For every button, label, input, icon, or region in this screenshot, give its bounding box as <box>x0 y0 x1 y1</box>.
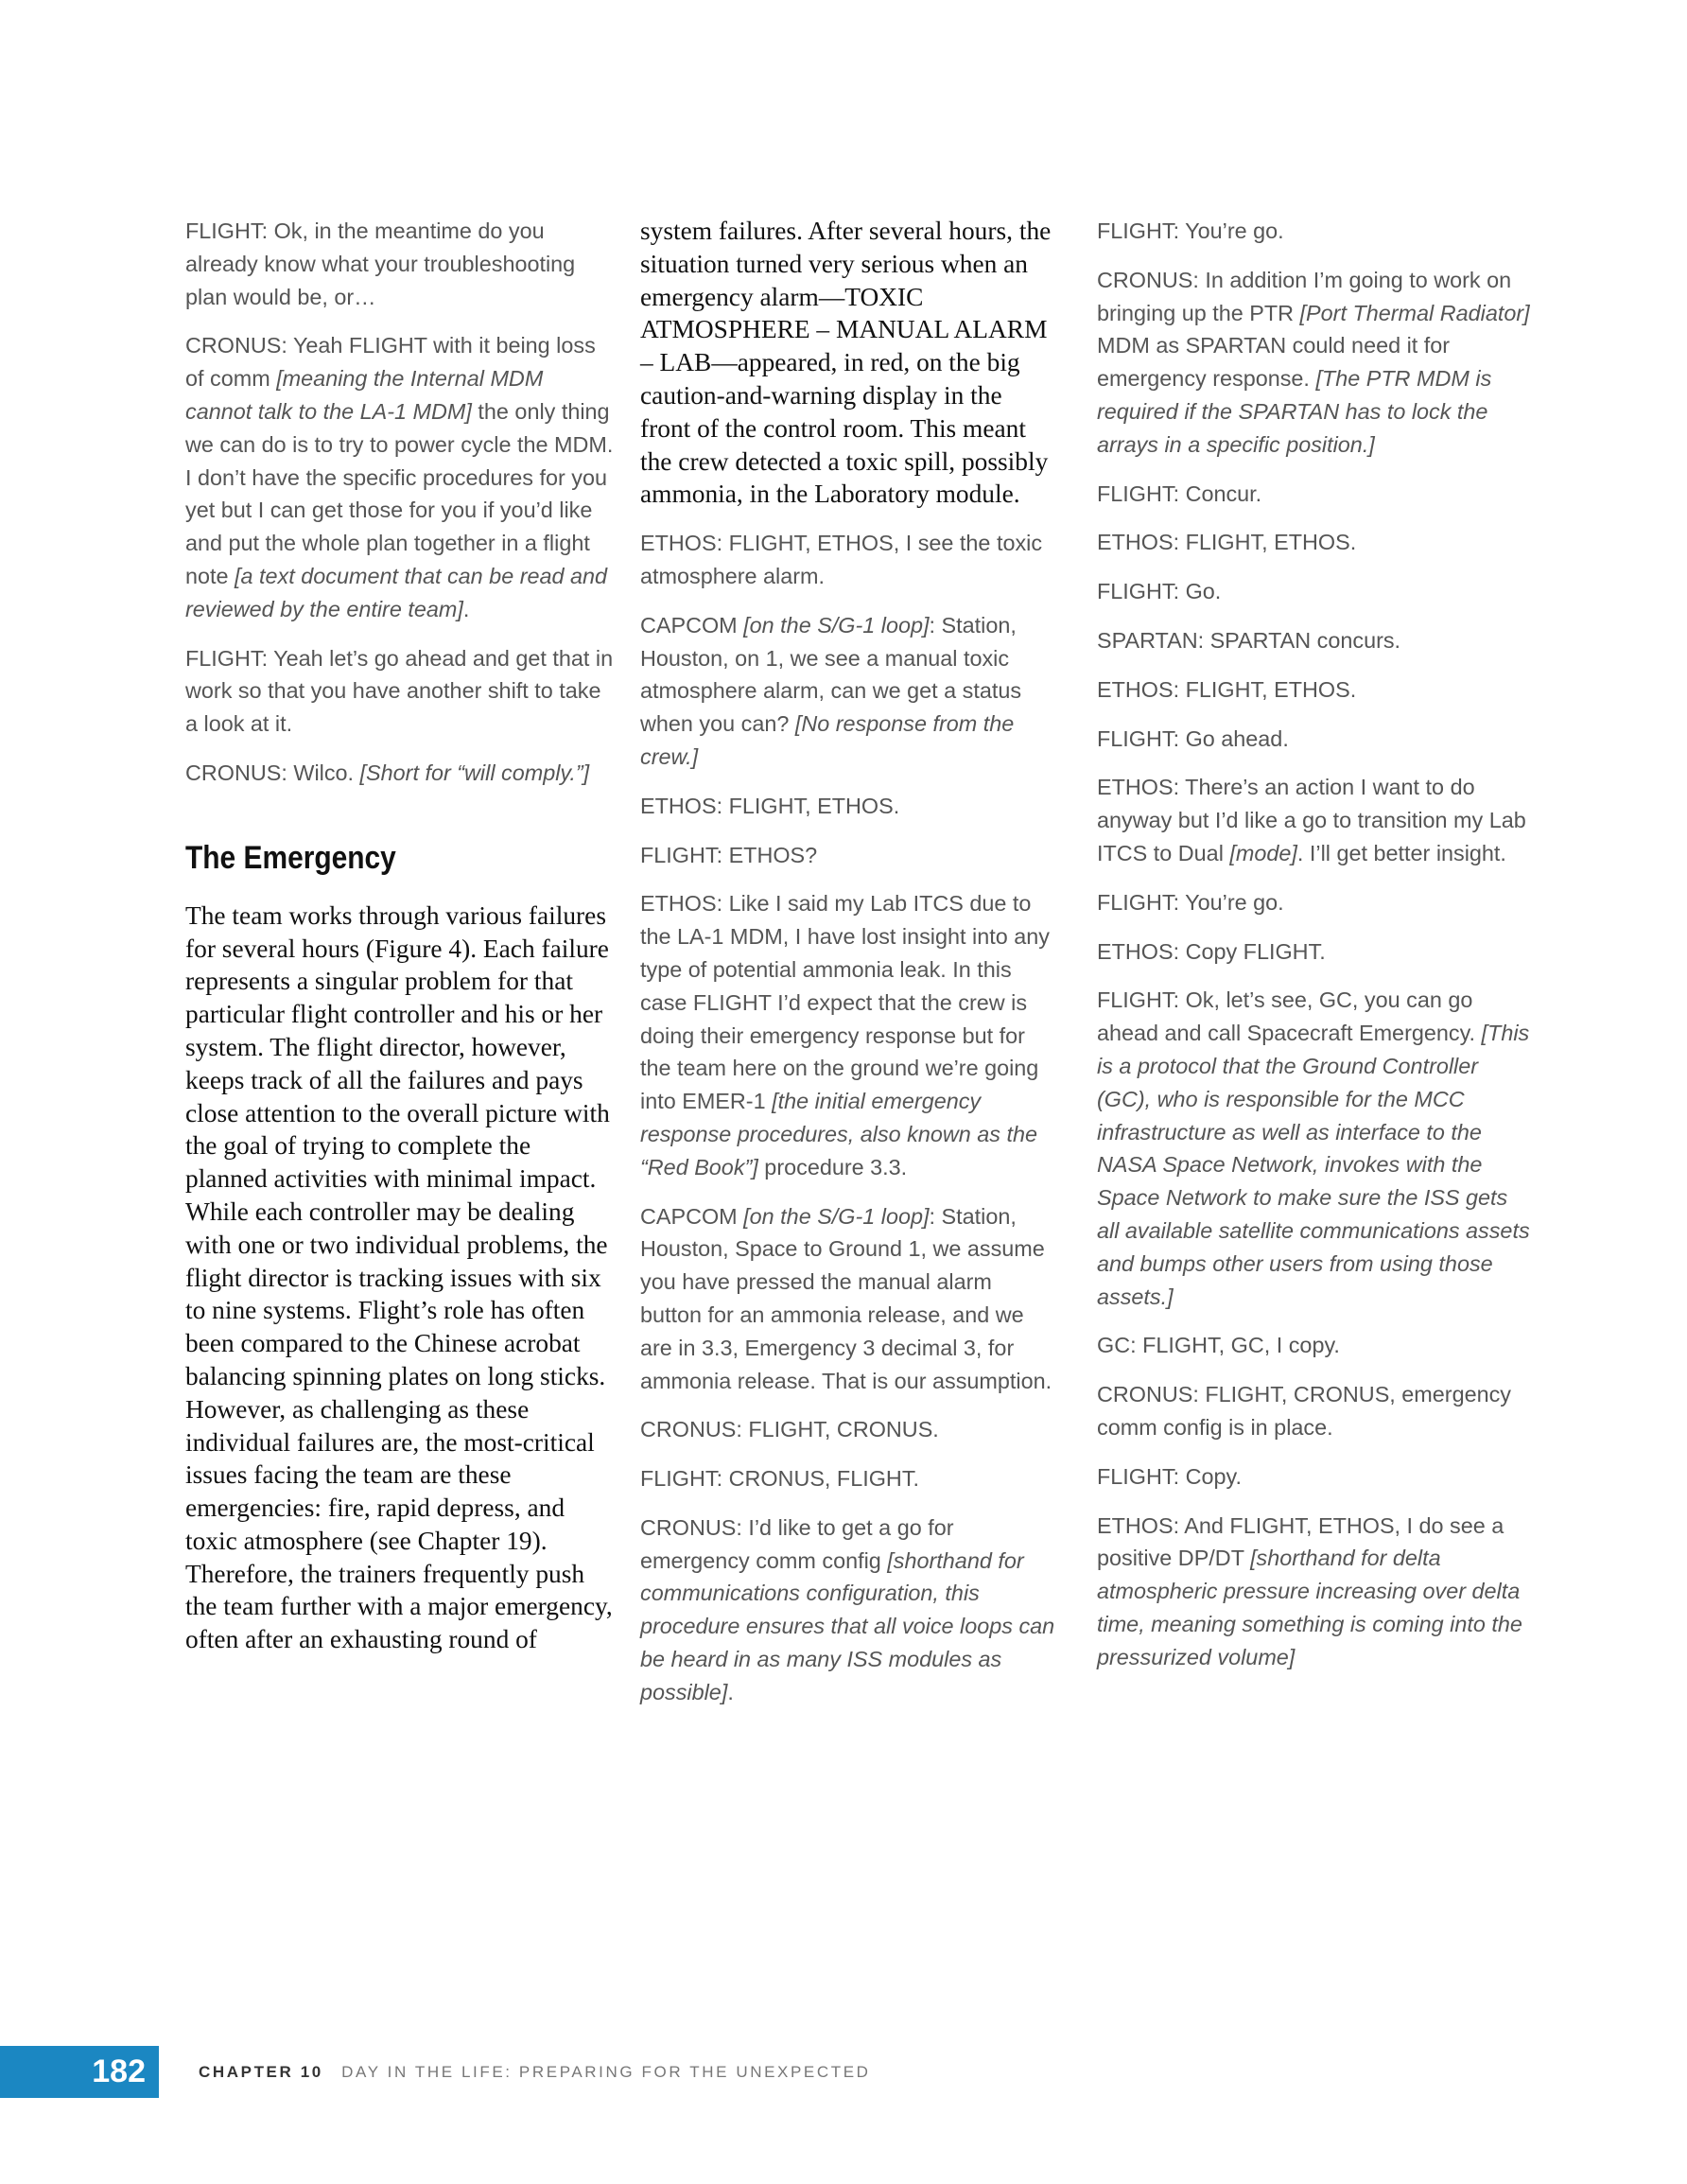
dialogue-paragraph <box>1097 1329 1532 1362</box>
editorial-note: [on the S/G-1 loop] <box>743 612 930 638</box>
narrative-paragraph <box>185 900 616 1656</box>
dialogue-paragraph <box>640 887 1056 1183</box>
text-run: CAPCOM <box>640 612 744 638</box>
text-run: procedure 3.3. <box>757 1154 908 1179</box>
text-run: CRONUS: FLIGHT, CRONUS, emergency comm config is in place. <box>1097 1382 1512 1440</box>
text-run: FLIGHT: CRONUS, FLIGHT. <box>640 1466 920 1492</box>
dialogue-paragraph <box>1097 886 1532 919</box>
text-run: GC: FLIGHT, GC, I copy. <box>1097 1333 1340 1358</box>
text-run: ETHOS: FLIGHT, ETHOS. <box>1097 676 1357 702</box>
dialogue-paragraph <box>1097 723 1532 756</box>
dialogue-paragraph <box>1097 1510 1532 1674</box>
editorial-note: [Port Thermal Radiator] <box>1299 300 1530 325</box>
dialogue-paragraph <box>1097 771 1532 869</box>
text-run: ETHOS: There’s an action I want to do anyway but I’d like a go to transition my Lab ITCS to Dual <box>1097 775 1526 865</box>
editorial-note: [the initial emergency response procedures, also known as the “Red Book”] <box>640 1089 1037 1179</box>
editorial-note: [on the S/G-1 loop] <box>743 1203 930 1229</box>
text-run: FLIGHT: ETHOS? <box>640 842 818 867</box>
text-run: CRONUS: FLIGHT, CRONUS. <box>640 1417 939 1442</box>
text-run: ETHOS: FLIGHT, ETHOS. <box>640 793 900 818</box>
text-run: SPARTAN: SPARTAN concurs. <box>1097 627 1401 653</box>
text-column-left <box>185 215 616 1672</box>
text-run: CRONUS: In addition I’m going to work on bringing up the PTR <box>1097 267 1512 325</box>
text-run: CRONUS: I’d like to get a go for emergency comm config <box>640 1514 954 1573</box>
dialogue-paragraph <box>640 790 1056 823</box>
dialogue-paragraph <box>640 1511 1056 1709</box>
text-run: the only thing we can do is to try to power cycle the MDM. I don’t have the specific procedures for you yet but I can get those for you if you’d like and put the whole plan together in a flight note <box>185 398 614 588</box>
text-run: FLIGHT: Concur. <box>1097 480 1262 506</box>
editorial-note: [shorthand for communications configuration, this procedure ensures that all voice loops can be heard in as many ISS modules as possible] <box>640 1547 1055 1704</box>
text-run: CRONUS: Yeah FLIGHT with it being loss of comm <box>185 333 596 392</box>
text-run: system failures. After several hours, the situation turned very serious when an emergency alarm—TOXIC ATMOSPHERE – MANUAL ALARM – LAB—appeared, in red, on the big caution-and-warning display in the front of the control room. This meant the crew detected a toxic spill, possibly ammonia, in the Laboratory module. <box>640 217 1052 509</box>
dialogue-paragraph <box>640 1200 1056 1398</box>
text-run: : Station, Houston, on 1, we see a manual toxic atmosphere alarm, can we get a status when you can? <box>640 612 1022 737</box>
dialogue-paragraph <box>185 329 616 625</box>
text-run: FLIGHT: Ok, in the meantime do you already know what your troubleshooting plan would be, or… <box>185 218 576 309</box>
dialogue-paragraph <box>1097 1460 1532 1494</box>
text-run: CAPCOM <box>640 1203 744 1229</box>
text-run: FLIGHT: Copy. <box>1097 1463 1242 1489</box>
editorial-note: [a text document that can be read and reviewed by the entire team] <box>185 563 608 621</box>
text-run: The team works through various failures for several hours (Figure 4). Each failure represents a singular problem for that particular flight controller and his or her system. The flight director, however, keeps track of all the failures and pays close attention to the overall picture with the goal of trying to complete the planned activities with minimal impact. While each controller may be dealing with one or two individual problems, the flight director is tracking issues with six to nine systems. Flight’s role has often been compared to the Chinese acrobat balancing spinning plates on long sticks. However, as challenging as these individual failures are, the most-critical issues facing the team are these emergencies: fire, rapid depress, and toxic atmosphere (see Chapter 19). Therefore, the trainers frequently push the team further with a major emergency, often after an exhausting round of <box>185 900 613 1654</box>
dialogue-paragraph <box>1097 984 1532 1313</box>
narrative-paragraph <box>640 215 1056 511</box>
text-run: . I’ll get better insight. <box>1296 840 1506 865</box>
dialogue-paragraph <box>640 609 1056 774</box>
text-run: ETHOS: FLIGHT, ETHOS, I see the toxic atmosphere alarm. <box>640 531 1043 588</box>
dialogue-paragraph <box>1097 1378 1532 1444</box>
text-run: FLIGHT: You’re go. <box>1097 218 1284 243</box>
text-run: FLIGHT: You’re go. <box>1097 889 1284 915</box>
text-run: ETHOS: And FLIGHT, ETHOS, I do see a positive DP/DT <box>1097 1512 1504 1571</box>
dialogue-paragraph <box>185 642 616 741</box>
chapter-title: DAY IN THE LIFE: PREPARING FOR THE UNEXPECTED <box>341 2063 871 2081</box>
text-run: FLIGHT: Ok, let’s see, GC, you can go ahead and call Spacecraft Emergency. <box>1097 987 1482 1046</box>
text-column-middle <box>640 215 1056 1725</box>
text-run: ETHOS: Copy FLIGHT. <box>1097 938 1326 964</box>
section-heading <box>185 839 564 877</box>
dialogue-paragraph <box>640 527 1056 593</box>
dialogue-paragraph <box>1097 215 1532 248</box>
text-run: CRONUS: Wilco. <box>185 760 360 785</box>
running-footer <box>199 2063 871 2082</box>
editorial-note: [shorthand for delta atmospheric pressure increasing over delta time, meaning something is coming into the pressurized volume] <box>1097 1546 1522 1669</box>
text-run: ETHOS: Like I said my Lab ITCS due to the LA-1 MDM, I have lost insight into any type of potential ammonia leak. In this case FLIGHT I’d expect that the crew is doing their emergency response but for the team here on the ground we’re going into EMER-1 <box>640 891 1050 1114</box>
text-run: FLIGHT: Yeah let’s go ahead and get that in work so that you have another shift to take a look at it. <box>185 645 614 737</box>
text-run: . <box>727 1679 734 1704</box>
dialogue-paragraph <box>1097 935 1532 969</box>
dialogue-paragraph <box>640 1462 1056 1495</box>
dialogue-paragraph <box>185 757 616 790</box>
dialogue-paragraph <box>1097 264 1532 462</box>
editorial-note: [Short for “will comply.”] <box>359 760 590 785</box>
text-run: . <box>462 596 470 621</box>
page-number: 182 <box>92 2053 146 2089</box>
dialogue-paragraph <box>1097 575 1532 608</box>
editorial-note: [The PTR MDM is required if the SPARTAN has to lock the arrays in a specific position.] <box>1097 366 1492 457</box>
text-run: The Emergency <box>185 839 396 876</box>
dialogue-paragraph <box>1097 673 1532 707</box>
editorial-note: [This is a protocol that the Ground Controller (GC), who is responsible for the MCC infrastructure as well as interface to the NASA Space Network, invokes with the Space Network to make sure the ISS gets all available satellite communications assets and bumps other users from using those assets.] <box>1097 1021 1530 1309</box>
dialogue-paragraph <box>640 839 1056 872</box>
dialogue-paragraph <box>1097 624 1532 657</box>
editorial-note: [No response from the crew.] <box>640 711 1015 769</box>
page-number-tab <box>0 2046 159 2098</box>
dialogue-paragraph <box>1097 478 1532 511</box>
editorial-note: [mode] <box>1229 840 1297 865</box>
text-run: MDM as SPARTAN could need it for emergency response. <box>1097 333 1451 392</box>
chapter-label: CHAPTER 10 <box>199 2063 323 2081</box>
text-column-right <box>1097 215 1532 1689</box>
dialogue-paragraph <box>1097 526 1532 559</box>
text-run: FLIGHT: Go. <box>1097 579 1222 604</box>
text-run: ETHOS: FLIGHT, ETHOS. <box>1097 530 1357 555</box>
dialogue-paragraph <box>640 1413 1056 1446</box>
text-run: FLIGHT: Go ahead. <box>1097 725 1289 751</box>
dialogue-paragraph <box>185 215 616 313</box>
editorial-note: [meaning the Internal MDM cannot talk to the LA-1 MDM] <box>185 366 544 424</box>
text-run: : Station, Houston, Space to Ground 1, we assume you have pressed the manual alarm button for an ammonia release, and we are in 3.3, Emergency 3 decimal 3, for ammonia release. That is our assumption. <box>640 1203 1052 1393</box>
